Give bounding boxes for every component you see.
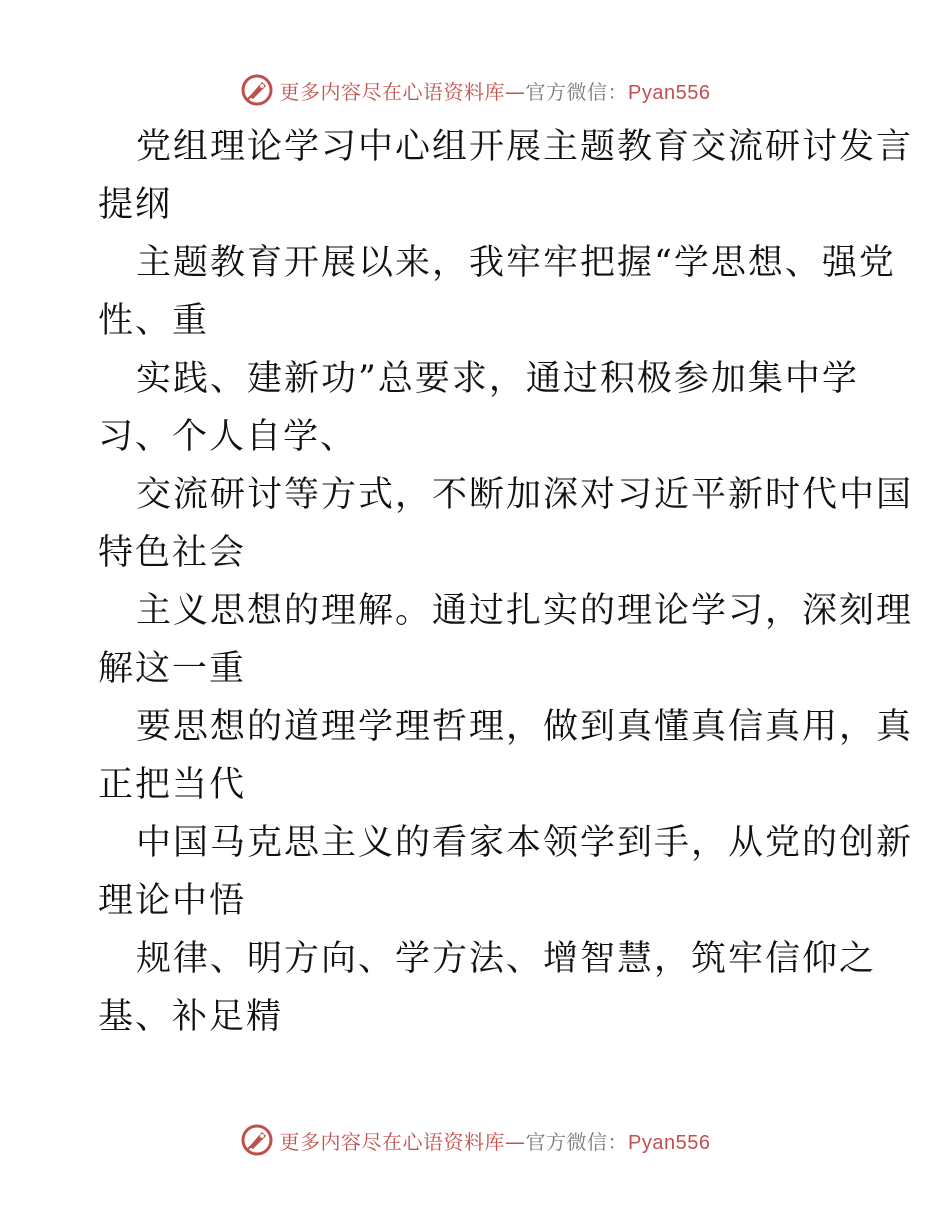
footer-watermark <box>0 1120 950 1160</box>
watermark-site-text: 更多内容尽在心语资料库 <box>279 79 506 104</box>
text-line: 性、重 <box>98 301 210 341</box>
pen-nib-logo-icon <box>240 73 274 107</box>
text-line: 中国马克思主义的看家本领学到手，从党的创新 <box>136 823 914 863</box>
watermark-dash: — <box>505 79 526 104</box>
watermark-site-text: 更多内容尽在心语资料库 <box>279 1129 506 1154</box>
text-line: 正把当代 <box>98 765 247 805</box>
watermark-wechat-id: Pyan556 <box>628 81 711 104</box>
text-line: 解这一重 <box>98 649 247 689</box>
watermark-text <box>280 76 711 105</box>
watermark-wechat-label: 官方微信： <box>525 1129 629 1154</box>
text-line: 习、个人自学、 <box>98 417 358 457</box>
watermark-wechat-id: Pyan556 <box>628 1131 711 1154</box>
text-line: 要思想的道理学理哲理，做到真懂真信真用，真 <box>136 707 914 747</box>
text-line: 实践、建新功”总要求，通过积极参加集中学 <box>136 359 859 399</box>
text-line: 党组理论学习中心组开展主题教育交流研讨发言 <box>136 127 914 167</box>
watermark-text <box>280 1126 711 1155</box>
watermark-dash: — <box>505 1129 526 1154</box>
text-line: 主义思想的理解。通过扎实的理论学习，深刻理 <box>136 591 914 631</box>
document-body <box>98 118 914 1046</box>
text-line: 理论中悟 <box>98 881 247 921</box>
header-watermark <box>0 70 950 110</box>
text-line: 特色社会 <box>98 533 247 573</box>
pen-nib-logo-icon <box>240 1123 274 1157</box>
watermark-wechat-label: 官方微信： <box>525 79 629 104</box>
text-line: 提纲 <box>98 185 173 225</box>
text-line: 规律、明方向、学方法、增智慧，筑牢信仰之 <box>136 939 877 979</box>
text-line: 基、补足精 <box>98 997 284 1037</box>
text-line: 交流研讨等方式，不断加深对习近平新时代中国 <box>136 475 914 515</box>
text-line: 主题教育开展以来，我牢牢把握“学思想、强党 <box>136 243 896 283</box>
